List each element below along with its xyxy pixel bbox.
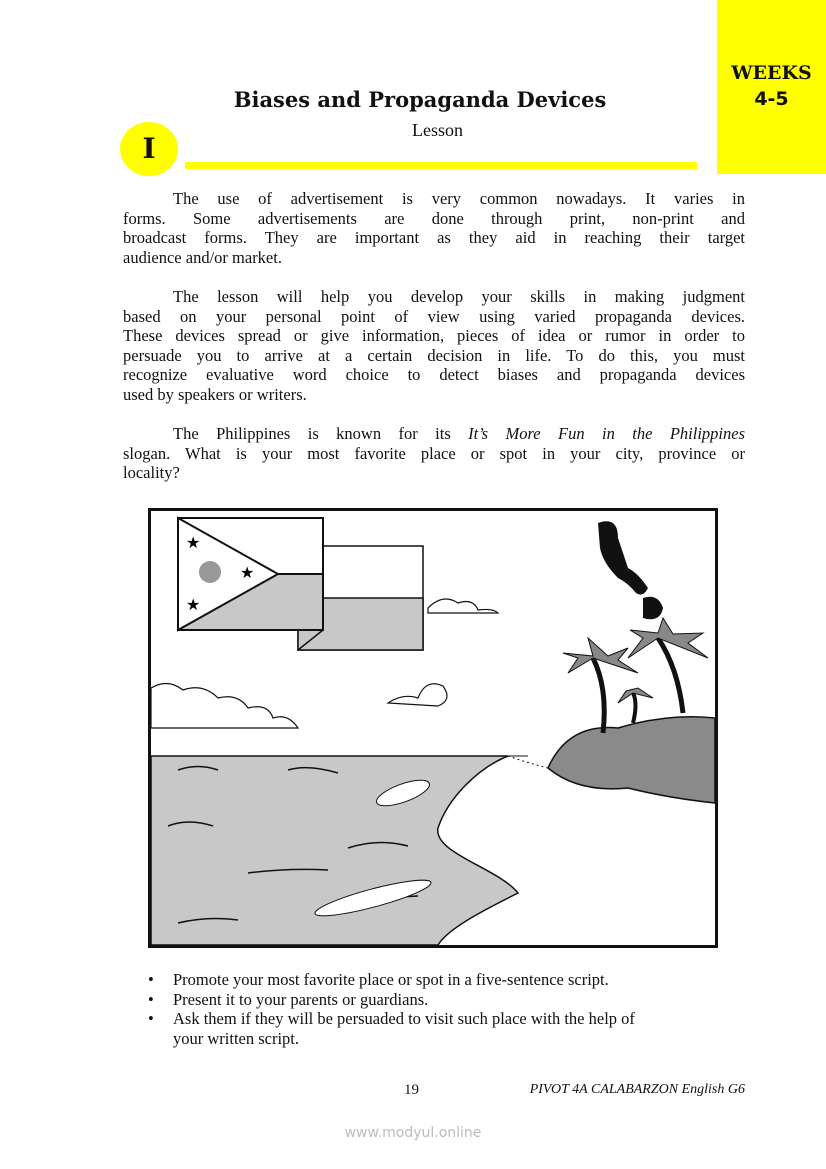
task-item <box>148 990 748 1010</box>
page-title: Biases and Propaganda Devices <box>233 87 607 112</box>
page-number: 19 <box>404 1082 419 1098</box>
task-item <box>148 1009 748 1048</box>
bullet: • <box>148 1009 154 1029</box>
section-letter-badge: I <box>120 122 178 176</box>
footer-source: PIVOT 4A CALABARZON English G6 <box>529 1082 745 1097</box>
task-list <box>148 970 748 1048</box>
weeks-range: 4-5 <box>754 88 789 110</box>
text-line: based on your personal point of view using varied propaganda devices. <box>123 306 745 326</box>
text-line: locality? <box>123 463 180 483</box>
text-line <box>123 424 745 444</box>
text-line: forms. Some advertisements are done through print, non-print and <box>123 208 745 228</box>
text-span: The Philippines is known for its <box>173 424 469 443</box>
beach-illustration <box>148 508 718 948</box>
text-line: The lesson will help you develop your skills in making judgment <box>173 287 745 306</box>
paragraph-1 <box>123 189 745 267</box>
slogan: It’s More Fun in the Philippines <box>468 424 745 443</box>
paragraph-2 <box>123 287 745 405</box>
text-line: audience and/or market. <box>123 247 282 267</box>
task-item <box>148 970 748 990</box>
task-text: your written script. <box>173 1028 300 1048</box>
watermark: www.modyul.online <box>344 1125 482 1141</box>
task-text: Promote your most favorite place or spot in a five-sentence script. <box>173 970 609 989</box>
svg-text:★: ★ <box>186 597 201 614</box>
svg-text:★: ★ <box>186 535 201 552</box>
task-text: Present it to your parents or guardians. <box>173 989 429 1009</box>
task-text: Ask them if they will be persuaded to visit such place with the help of <box>173 1009 635 1029</box>
text-line: slogan. What is your most favorite place or spot in your city, province or <box>123 443 745 463</box>
bullet: • <box>148 970 154 989</box>
weeks-label: WEEKS <box>731 62 812 84</box>
paragraph-3 <box>123 424 745 483</box>
text-line: used by speakers or writers. <box>123 384 307 404</box>
svg-text:★: ★ <box>240 565 255 582</box>
page-subtitle: Lesson <box>412 120 463 140</box>
title-underline <box>185 162 697 169</box>
text-line: recognize evaluative word choice to detect biases and propaganda devices <box>123 365 745 385</box>
text-line: persuade you to arrive at a certain decision in life. To do this, you must <box>123 345 745 365</box>
weeks-badge <box>717 0 826 174</box>
bullet: • <box>148 989 154 1009</box>
text-line: These devices spread or give information, pieces of idea or rumor in order to <box>123 326 745 346</box>
text-line: The use of advertisement is very common nowadays. It varies in <box>173 189 745 208</box>
text-line: broadcast forms. They are important as they aid in reaching their target <box>123 228 745 248</box>
